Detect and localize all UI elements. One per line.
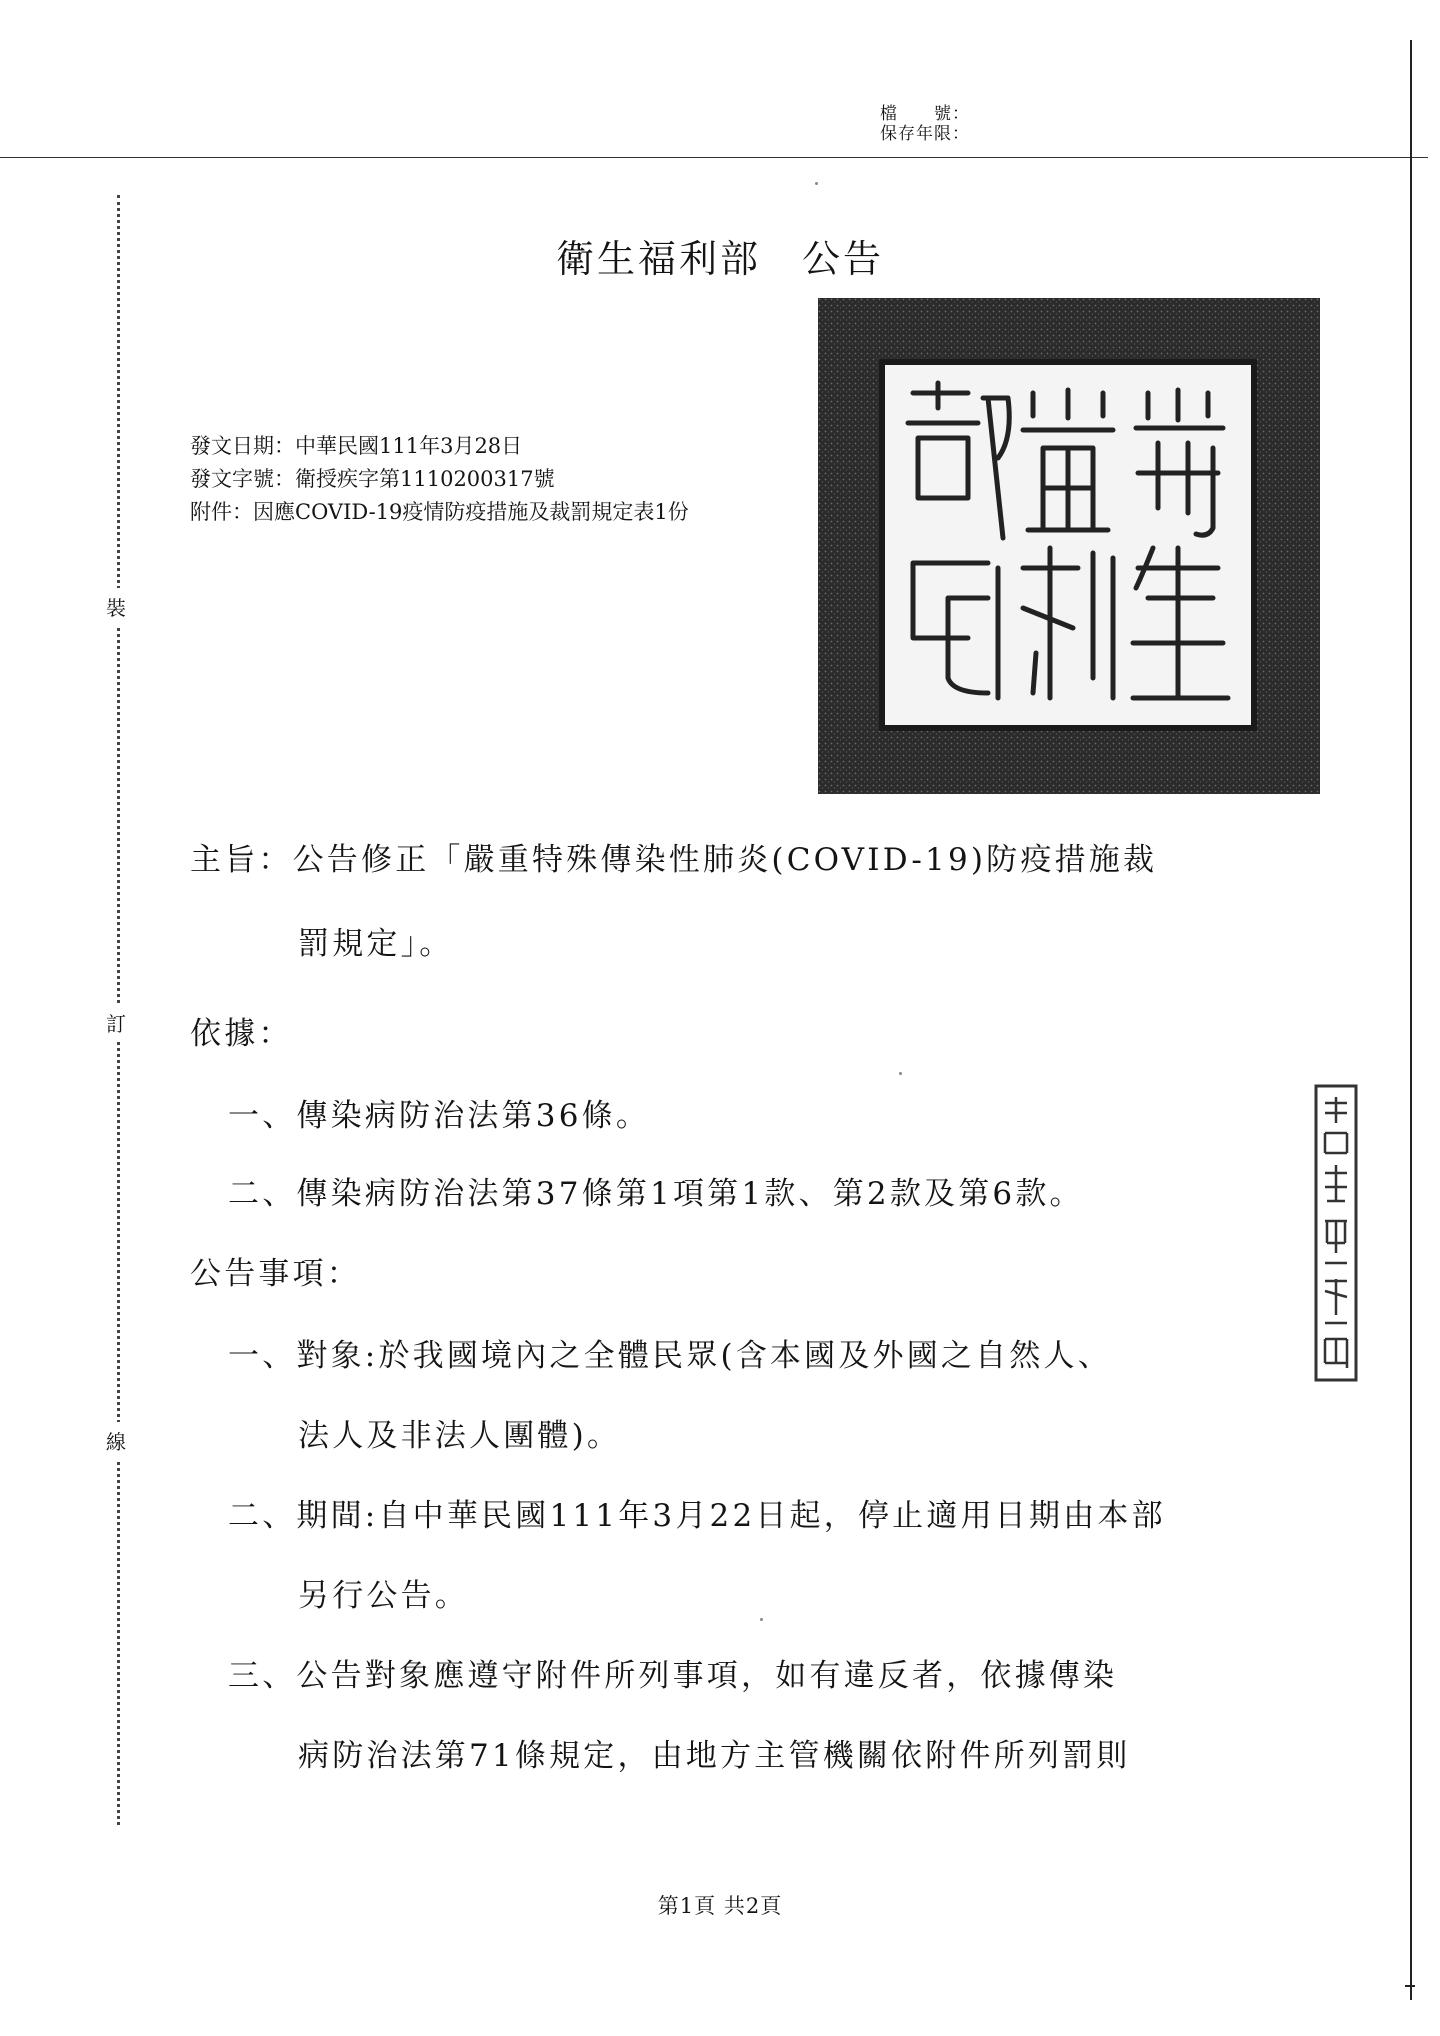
reference-number: 發文字號：衛授疾字第1110200317號 <box>190 467 555 491</box>
binding-label-ding: 訂 <box>106 1004 126 1041</box>
header-divider <box>0 157 1428 158</box>
page-edge-mark <box>1405 1985 1415 1987</box>
issue-date: 發文日期：中華民國111年3月28日 <box>190 434 523 458</box>
page-edge-line <box>1410 40 1412 2000</box>
page-number: 第1頁 共2頁 <box>657 1894 783 1918</box>
binding-label-zhuang: 裝 <box>106 588 126 625</box>
scan-speck <box>899 1072 902 1075</box>
matters-item-3-line-1: 三、公告對象應遵守附件所列事項，如有違反者，依據傳染 <box>228 1658 1118 1694</box>
retention-label: 保存年限： <box>880 124 970 144</box>
scan-speck <box>760 1618 763 1621</box>
matters-item-2-line-1: 二、期間:自中華民國111年3月22日起，停止適用日期由本部 <box>228 1498 1166 1534</box>
attachment-info: 附件：因應COVID-19疫情防疫措施及裁罰規定表1份 <box>190 500 689 524</box>
official-seal <box>818 298 1320 794</box>
file-number-label: 檔 號： <box>880 104 970 124</box>
matters-item-1-line-1: 一、對象:於我國境內之全體民眾(含本國及外國之自然人、 <box>228 1338 1112 1374</box>
binding-label-xian: 線 <box>106 1422 126 1459</box>
basis-item-2: 二、傳染病防治法第37條第1項第1款、第2款及第6款。 <box>228 1176 1084 1212</box>
subject-line-2: 罰規定」。 <box>298 926 454 962</box>
subject-line-1: 主旨：公告修正「嚴重特殊傳染性肺炎(COVID-19)防疫措施裁 <box>190 842 1158 878</box>
basis-heading: 依據： <box>190 1016 293 1052</box>
matters-item-2-line-2: 另行公告。 <box>298 1578 469 1614</box>
scan-speck <box>815 182 818 185</box>
basis-item-1: 一、傳染病防治法第36條。 <box>228 1098 651 1134</box>
page-title: 衛生福利部 公告 <box>555 237 884 281</box>
matters-item-3-line-2: 病防治法第71條規定，由地方主管機關依附件所列罰則 <box>298 1738 1131 1774</box>
matters-item-1-line-2: 法人及非法人團體)。 <box>298 1418 622 1454</box>
file-meta <box>880 104 970 144</box>
matters-heading: 公告事項： <box>190 1256 361 1292</box>
receiving-stamp <box>1313 1083 1359 1383</box>
document-meta <box>190 430 689 529</box>
